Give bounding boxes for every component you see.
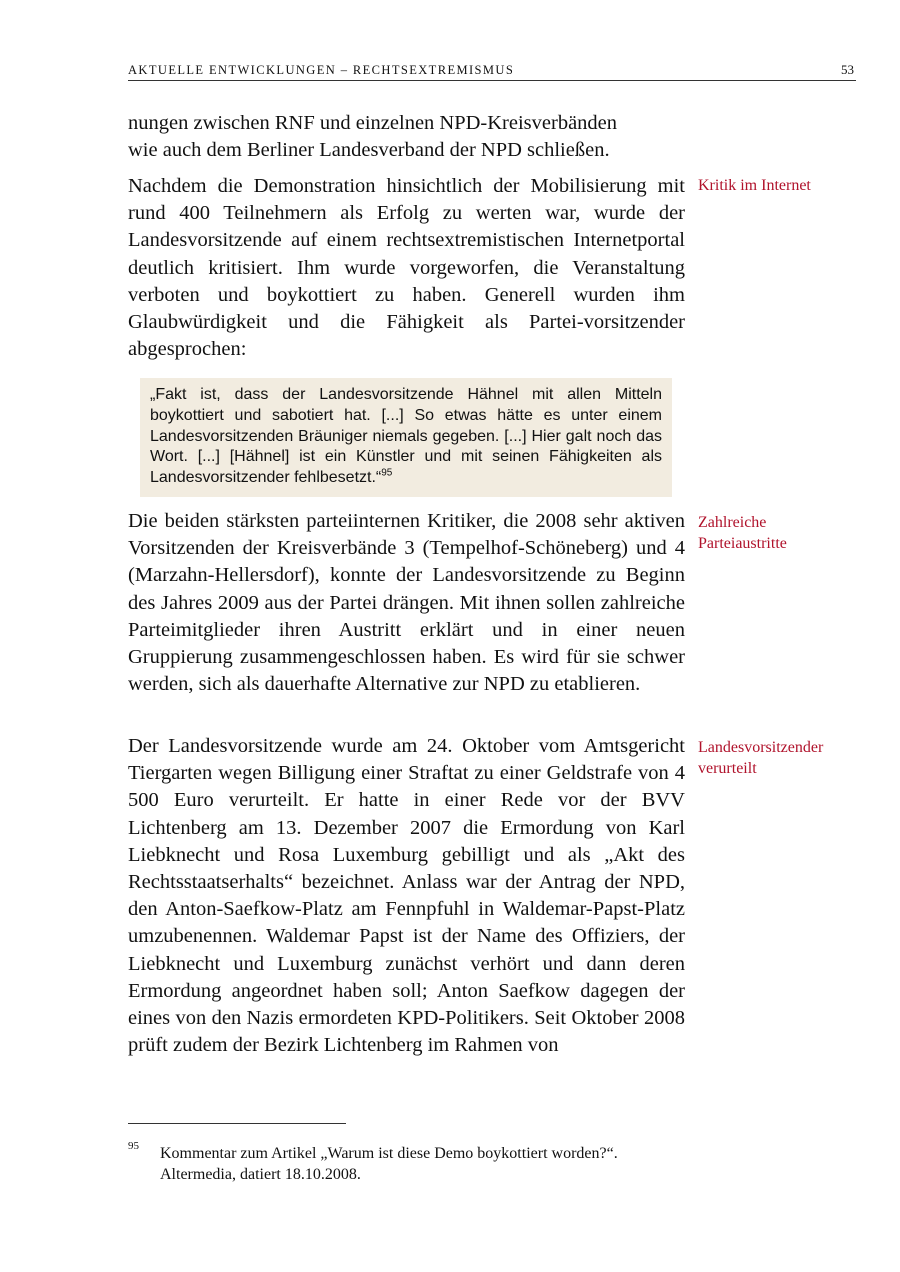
- footnote-text: [160, 1143, 700, 1185]
- paragraph-demonstration-criticism: Nachdem die Demonstration hinsichtlich der Mobilisierung mit rund 400 Teilnehmern als Erfolg zu werten war, wurde der Landesvorsitzende auf einem rechtsextremistischen Internetportal deutlich kritisiert. Ihm wurde vorgeworfen, die Veranstaltung verboten und boykottiert zu haben. Generell wurden ihm Glaubwürdigkeit und die Fähigkeit als Partei-vorsitzender abgesprochen:: [128, 175, 685, 361]
- margin-note-verurteilt-line-2: verurteilt: [698, 760, 757, 777]
- quote-text: [150, 385, 662, 489]
- margin-note-verurteilt-line-1: Landesvorsitzender: [698, 739, 824, 756]
- running-title: AKTUELLE ENTWICKLUNGEN – RECHTSEXTREMISMUS: [128, 63, 515, 77]
- page-number: 53: [841, 62, 854, 77]
- margin-note-parteiaustritte-line-1: Zahlreiche: [698, 514, 767, 531]
- margin-note-parteiaustritte: [698, 512, 858, 554]
- quote-footnote-reference[interactable]: 95: [381, 467, 393, 479]
- quote-box: [140, 378, 672, 497]
- paragraph-party-critics: Die beiden stärksten parteiinternen Kritiker, die 2008 sehr aktiven Vorsitzenden der Kreisverbände 3 (Tempelhof-Schöneberg) und 4 (Marzahn-Hellersdorf), konnte der Landesvorsitzende zu Beginn des Jahres 2009 aus der Partei drängen. Mit ihnen sollen zahlreiche Parteimitglieder ihren Austritt erklärt und in einer neuen Gruppierung zusammengeschlossen haben. Es wird für sie schwer werden, sich als dauerhafte Alternative zur NPD zu etablieren.: [128, 510, 685, 696]
- quote-body: „Fakt ist, dass der Landesvorsitzende Hähnel mit allen Mitteln boykottiert und sabotiert hat. [...] So etwas hätte es unter einem Landesvorsitzenden Bräuniger niemals gegeben. [...] Hier galt noch das Wort. [...] [Hähnel] ist ein Künstler und mit seinen Fähigkeiten als Landesvorsitzender fehlbesetzt.“: [150, 386, 662, 487]
- footnote-divider: [128, 1123, 346, 1124]
- footnote-number: 95: [128, 1140, 139, 1152]
- running-header: [128, 62, 856, 81]
- margin-note-verurteilt: [698, 737, 858, 779]
- paragraph-continuation-line-2: wie auch dem Berliner Landesverband der NPD schließen.: [128, 139, 610, 162]
- footnote-line-2: Altermedia, datiert 18.10.2008.: [160, 1166, 361, 1183]
- paragraph-conviction: Der Landesvorsitzende wurde am 24. Oktober vom Amtsgericht Tiergarten wegen Billigung einer Straftat zu einer Geldstrafe von 4 500 Euro verurteilt. Er hatte in einer Rede vor der BVV Lichtenberg am 13. Dezember 2007 die Ermordung von Karl Liebknecht und Rosa Luxemburg gebilligt und als „Akt des Rechtsstaatserhalts“ bezeichnet. Anlass war der Antrag der NPD, den Anton-Saefkow-Platz am Fennpfuhl in Waldemar-Papst-Platz umzubenennen. Waldemar Papst ist der Name des Offiziers, der Liebknecht und Luxemburg zunächst verhört und dann deren Ermordung angeordnet haben soll; Anton Saefkow dagegen der eines von den Nazis ermordeten KPD-Politikers. Seit Oktober 2008 prüft zudem der Bezirk Lichtenberg im Rahmen von: [128, 735, 685, 1057]
- paragraph-continuation-line-1: nungen zwischen RNF und einzelnen NPD-Kreisverbänden: [128, 112, 618, 134]
- paragraph-continuation: [128, 110, 685, 164]
- margin-note-kritik-im-internet: Kritik im Internet: [698, 177, 811, 194]
- margin-note-parteiaustritte-line-2: Parteiaustritte: [698, 535, 787, 552]
- footnote-line-1: Kommentar zum Artikel „Warum ist diese Demo boykottiert worden?“.: [160, 1145, 618, 1162]
